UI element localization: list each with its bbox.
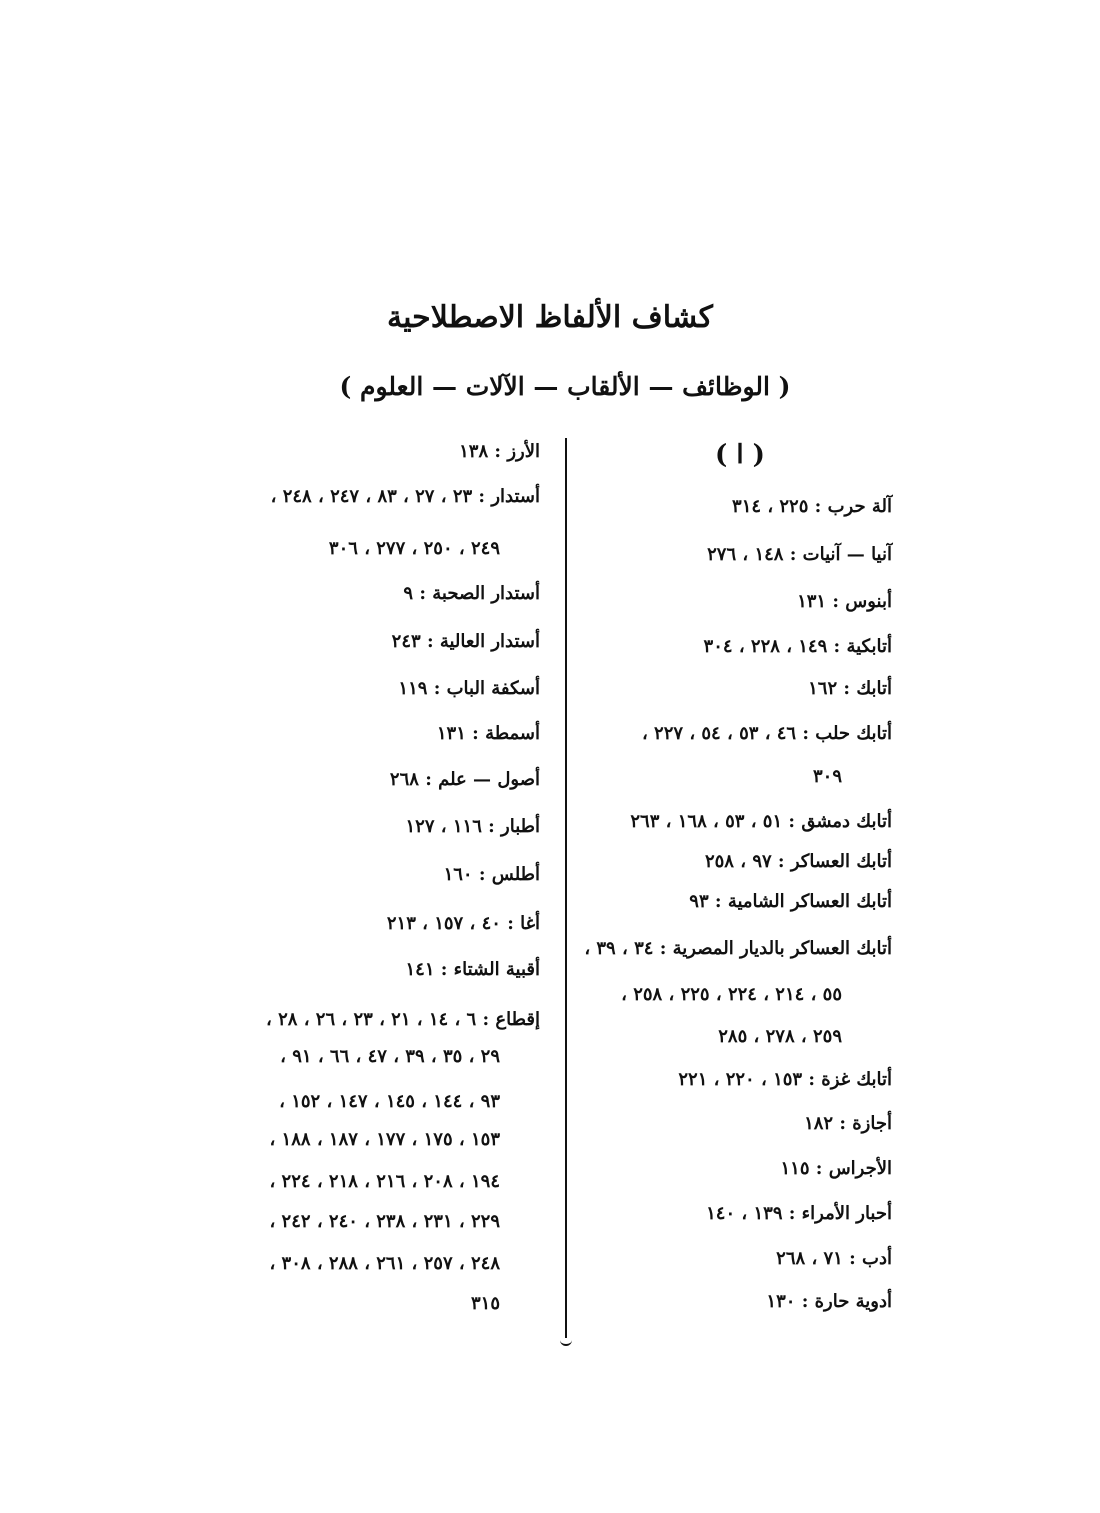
index-entry: الأرز : ١٣٨ (459, 441, 540, 462)
index-entry-continuation: ٢٢٩ ، ٢٣١ ، ٢٣٨ ، ٢٤٠ ، ٢٤٢ ، (269, 1211, 500, 1232)
index-entry: أتابك العساكر : ٩٧ ، ٢٥٨ (704, 851, 892, 872)
index-entry: أتابكية : ١٤٩ ، ٢٢٨ ، ٣٠٤ (703, 636, 892, 657)
index-entry-continuation: ٥٥ ، ٢١٤ ، ٢٢٤ ، ٢٢٥ ، ٢٥٨ ، (621, 984, 842, 1005)
index-entry: أغا : ٤٠ ، ١٥٧ ، ٢١٣ (386, 913, 540, 934)
page-title: كشاف الألفاظ الاصطلاحية (387, 300, 713, 335)
index-entry-continuation: ٢٩ ، ٣٥ ، ٣٩ ، ٤٧ ، ٦٦ ، ٩١ ، (280, 1046, 500, 1067)
index-entry: آنيا — آنيات : ١٤٨ ، ٢٧٦ (707, 544, 892, 565)
page-subtitle: ( الوظائف — الألقاب — الآلات — العلوم ) (339, 372, 791, 401)
index-entry-continuation: ٩٣ ، ١٤٤ ، ١٤٥ ، ١٤٧ ، ١٥٢ ، (279, 1091, 500, 1112)
index-entry-continuation: ٢٤٨ ، ٢٥٧ ، ٢٦١ ، ٢٨٨ ، ٣٠٨ ، (269, 1253, 500, 1274)
index-entry-continuation: ٢٤٩ ، ٢٥٠ ، ٢٧٧ ، ٣٠٦ (328, 538, 500, 559)
index-entry: أجازة : ١٨٢ (804, 1113, 892, 1134)
index-entry: أدوية حارة : ١٣٠ (766, 1291, 892, 1312)
index-entry: أبنوس : ١٣١ (797, 591, 892, 612)
index-entry: إقطاع : ٦ ، ١٤ ، ٢١ ، ٢٣ ، ٢٦ ، ٢٨ ، (266, 1009, 540, 1030)
index-entry: أتابك غزة : ١٥٣ ، ٢٢٠ ، ٢٢١ (678, 1069, 892, 1090)
index-entry-continuation: ١٥٣ ، ١٧٥ ، ١٧٧ ، ١٨٧ ، ١٨٨ ، (269, 1129, 500, 1150)
index-entry: أصول — علم : ٢٦٨ (389, 769, 540, 790)
index-entry-continuation: ٣٠٩ (812, 766, 842, 787)
index-entry: أسمطة : ١٣١ (436, 723, 540, 744)
index-entry: أطلس : ١٦٠ (443, 864, 540, 885)
index-entry: آلة حرب : ٢٢٥ ، ٣١٤ (732, 496, 892, 517)
section-letter: ( ا ) (715, 440, 765, 470)
index-entry-continuation: ٢٥٩ ، ٢٧٨ ، ٢٨٥ (718, 1026, 842, 1047)
index-entry: أتابك : ١٦٢ (808, 678, 892, 699)
index-entry: أقبية الشتاء : ١٤١ (405, 959, 540, 980)
index-entry: أطبار : ١١٦ ، ١٢٧ (405, 816, 540, 837)
index-entry: أستدار الصحبة : ٩ (403, 583, 540, 604)
index-entry: أتابك دمشق : ٥١ ، ٥٣ ، ١٦٨ ، ٢٦٣ (630, 811, 892, 832)
index-entry-continuation: ١٩٤ ، ٢٠٨ ، ٢١٦ ، ٢١٨ ، ٢٢٤ ، (269, 1171, 500, 1192)
column-divider (565, 438, 567, 1338)
index-entry-continuation: ٣١٥ (470, 1293, 500, 1314)
index-entry: أتابك العساكر الشامية : ٩٣ (689, 891, 892, 912)
index-entry: أستدار : ٢٣ ، ٢٧ ، ٨٣ ، ٢٤٧ ، ٢٤٨ ، (270, 486, 540, 507)
index-entry: أستدار العالية : ٢٤٣ (391, 631, 540, 652)
index-entry: الأجراس : ١١٥ (780, 1158, 892, 1179)
index-entry: أحبار الأمراء : ١٣٩ ، ١٤٠ (706, 1203, 892, 1224)
column-divider-foot (560, 1336, 572, 1346)
index-entry: أسكفة الباب : ١١٩ (398, 678, 540, 699)
index-entry: أتابك العساكر بالديار المصرية : ٣٤ ، ٣٩ ، (584, 938, 892, 959)
index-entry: أتابك حلب : ٤٦ ، ٥٣ ، ٥٤ ، ٢٢٧ ، (641, 723, 892, 744)
index-entry: أدب : ٧١ ، ٢٦٨ (776, 1248, 892, 1269)
